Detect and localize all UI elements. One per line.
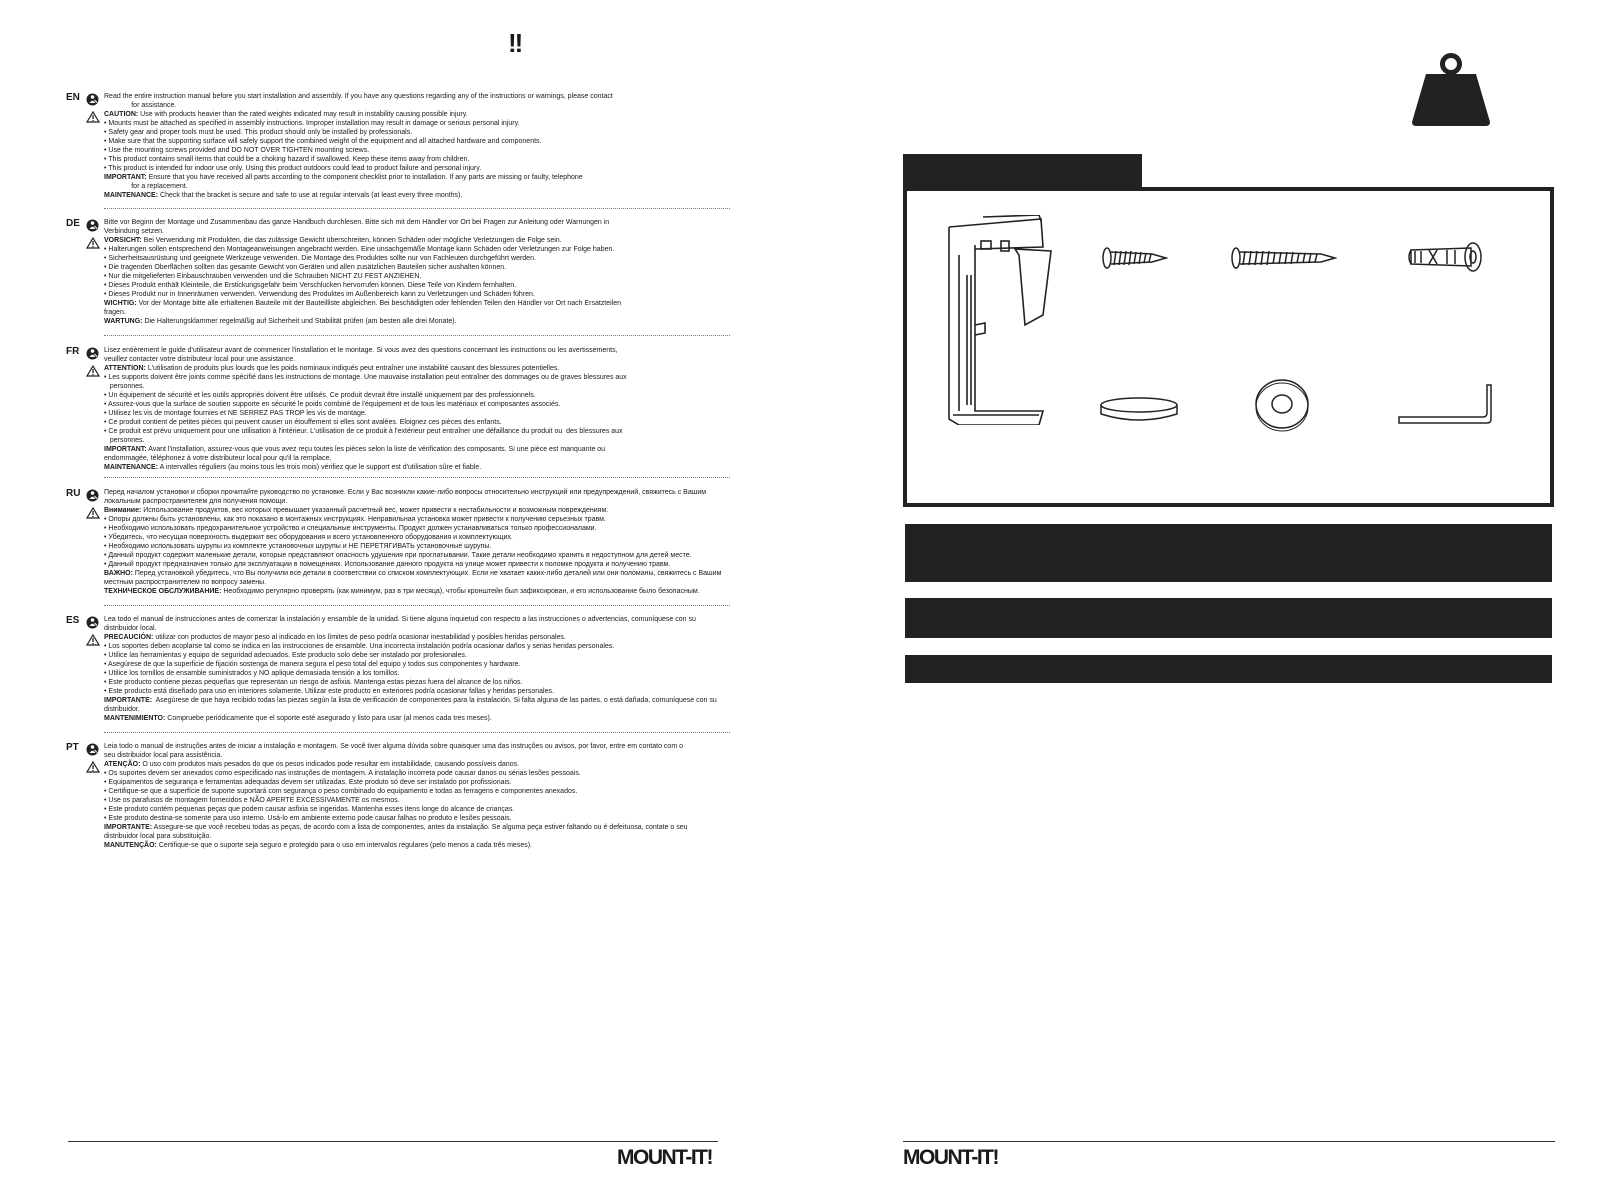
warning-triangle-icon	[86, 110, 100, 122]
section-separator	[104, 335, 730, 336]
text-line: ТЕХНИЧЕСКОЕ ОБСЛУЖИВАНИЕ: Необходимо регулярно проверять (как минимум, раз в три месяца), чтобы кронштейн был зафиксирован, и его использование было безопасным.	[104, 588, 700, 595]
text-line: • Un équipement de sécurité et les outils appropriés doivent être utilisés. Ce produit devrait être installé uniquement par des professionnels.	[104, 392, 536, 399]
text-line: MANTENIMIENTO: Compruebe periódicamente que el soporte esté asegurado y listo para usar (al menos cada tres meses).	[104, 715, 492, 722]
line-label: PRECAUCIÓN:	[104, 634, 154, 641]
warning-triangle-icon	[86, 760, 100, 772]
section-separator	[104, 208, 730, 209]
brand-logo-right: MOUNT-IT!	[903, 1146, 998, 1169]
text-line: • This product contains small items that could be a choking hazard if swallowed. Keep these items away from children.	[104, 156, 470, 163]
text-line: • Les supports doivent être joints comme spécifié dans les instructions de montage. Une mauvaise installation peut entraîner des dommages ou de graves blessures aux	[104, 374, 627, 381]
text-line: Lea todo el manual de instrucciones antes de comenzar la instalación y ensamble de la unidad. Si tiene alguna inquietud con respecto a las instrucciones o advertencias, comuníquese con su	[104, 616, 696, 623]
language-code: RU	[66, 488, 81, 499]
text-line: fragen.	[104, 309, 126, 316]
text-line: • Use the mounting screws provided and DO NOT OVER TIGHTEN mounting screws.	[104, 147, 370, 154]
text-line: • Sicherheitsausrüstung und geeignete Werkzeuge verwenden. Die Montage des Produktes sollte nur von Fachleuten durchgeführt werden.	[104, 255, 536, 262]
line-label: IMPORTANT:	[104, 446, 147, 453]
text-line: ВАЖНО: Перед установкой убедитесь, что Вы получили все детали в соответствии со списком комплектующих. Если не хватает каких-либо деталей или они поломаны, свяжитесь с Вашим	[104, 570, 722, 577]
read-manual-icon	[86, 489, 99, 502]
text-line: • This product is intended for indoor use only. Using this product outdoors could lead to product failure and personal injury.	[104, 165, 482, 172]
warning-mark: !!	[508, 28, 522, 58]
language-code: FR	[66, 346, 80, 357]
section-text	[104, 488, 730, 596]
line-label: MAINTENANCE:	[104, 464, 159, 471]
line-label: MANTENIMIENTO:	[104, 715, 166, 722]
footer-rule-right	[903, 1141, 1555, 1142]
info-bar-1	[905, 524, 1552, 582]
text-line: Lisez entièrement le guide d'utilisateur avant de commencer l'installation et le montage. Si vous avez des questions concernant les instructions ou les avertissements,	[104, 347, 618, 354]
line-label: IMPORTANT:	[104, 174, 147, 181]
text-line: ATENÇÃO: O uso com produtos mais pesados do que os pesos indicados pode resultar em instabilidade, causando possíveis danos.	[104, 761, 520, 768]
text-line: MANUTENÇÃO: Certifique-se que o suporte seja seguro e protegido para o uso em intervalos regulares (pelo menos a cada três meses).	[104, 842, 532, 849]
text-line: MAINTENANCE: Check that the bracket is secure and safe to use at regular intervals (at least every three months).	[104, 192, 463, 199]
text-line: • Certifique-se que a superfície de suporte suportará com segurança o peso combinado do equipamento e todas as ferragens e componentes anexados.	[104, 788, 578, 795]
cpu-holder-bracket-icon	[943, 215, 1055, 425]
warning-triangle-icon	[86, 364, 100, 376]
section-text	[104, 742, 730, 850]
short-wood-screw-icon	[1102, 246, 1168, 270]
text-line: Внимание: Использование продуктов, вес которых превышает указанный расчетный вес, может привести к нестабильности и возможным повреждениям.	[104, 507, 609, 514]
flat-washer-icon	[1252, 376, 1312, 436]
warning-triangle-icon	[86, 236, 100, 248]
section-text	[104, 615, 730, 723]
language-code: EN	[66, 92, 80, 103]
text-line: • Este producto contiene piezas pequeñas que representan un riesgo de asfixia. Mantenga estas piezas fuera del alcance de los niños.	[104, 679, 523, 686]
text-line: IMPORTANTE: Asegúrese de que haya recibido todas las piezas según la lista de verificación de componentes para la instalación. Si falta alguna de las partes, o está dañada, comuníquese con su	[104, 697, 717, 704]
text-line: WARTUNG: Die Halterungsklammer regelmäßig auf Sicherheit und Stabilität prüfen (am besten alle drei Monate).	[104, 318, 457, 325]
text-line: местным распространителем по вопросу замены.	[104, 579, 267, 586]
read-manual-icon	[86, 93, 99, 106]
read-manual-icon	[86, 743, 99, 756]
text-line: • Asegúrese de que la superficie de fijación sostenga de manera segura el peso total del equipo y todos sus componentes y hardware.	[104, 661, 521, 668]
text-line: • Los soportes deben acoplarse tal como se indica en las instrucciones de ensamble. Una incorrecta instalación podría ocasionar daños y serias heridas personales.	[104, 643, 615, 650]
line-label: MAINTENANCE:	[104, 192, 159, 199]
wall-anchor-icon	[1407, 241, 1487, 273]
read-manual-icon	[86, 347, 99, 360]
text-line: • Необходимо использовать шурупы из комплекте установочных шурупы и НЕ ПЕРЕТЯГИВАТЬ установочные шурупы.	[104, 543, 492, 550]
text-line: MAINTENANCE: A intervalles réguliers (au moins tous les trois mois) vérifiez que le support est d'utilisation sûre et fiable.	[104, 464, 482, 471]
section-separator	[104, 477, 730, 478]
line-label: CAUTION:	[104, 111, 139, 118]
text-line: CAUTION: Use with products heavier than the rated weights indicated may result in instability causing possible injury.	[104, 111, 468, 118]
line-label: VORSICHT:	[104, 237, 142, 244]
text-line: for a replacement.	[104, 183, 188, 190]
info-bar-3	[905, 655, 1552, 683]
text-line: Leia todo o manual de instruções antes de iniciar a instalação e montagem. Se você tiver alguma dúvida sobre quaisquer uma das instruções ou avisos, por favor, entre em contato com o	[104, 743, 683, 750]
text-line: • Utilice las herramientas y equipo de seguridad adecuados. Este producto solo debe ser instalado por profesionales.	[104, 652, 467, 659]
line-label: WARTUNG:	[104, 318, 143, 325]
text-line: • Ce produit est prévu uniquement pour une utilisation à l'intérieur. L'utilisation de ce produit à l'extérieur peut entraîner une défaillance du produit ou des blessures aux	[104, 428, 623, 435]
text-line: • Опоры должны быть установлены, как это показано в монтажных инструкциях. Неправильная установка может привести к получению серьезных травм.	[104, 516, 606, 523]
round-pad-icon	[1099, 396, 1179, 424]
line-label: ТЕХНИЧЕСКОЕ ОБСЛУЖИВАНИЕ:	[104, 588, 222, 595]
text-line: • Ce produit contient de petites pièces qui peuvent causer un étouffement si elles sont avalées. Eloignez ces pièces des enfants.	[104, 419, 502, 426]
line-label: Внимание:	[104, 507, 142, 514]
text-line: • Os suportes devem ser anexados como especificado nas instruções de montagem. A instalação incorreta pode causar danos ou sérias lesões pessoais.	[104, 770, 581, 777]
line-label: IMPORTANTE:	[104, 697, 153, 704]
read-manual-icon	[86, 616, 99, 629]
text-line: distribuidor local para substituição.	[104, 833, 212, 840]
parts-box-tab	[903, 154, 1142, 187]
line-label: IMPORTANTE:	[104, 824, 153, 831]
section-text	[104, 346, 730, 472]
text-line: • Safety gear and proper tools must be used. This product should only be installed by professionals.	[104, 129, 413, 136]
long-wood-screw-icon	[1231, 246, 1337, 270]
text-line: PRECAUCIÓN: utilizar con productos de mayor peso al indicado en los límites de peso podría ocasionar inestabilidad y posibles heridas personales.	[104, 634, 566, 641]
text-line: distribuidor.	[104, 706, 140, 713]
text-line: ATTENTION: L'utilisation de produits plus lourds que les poids nominaux indiqués peut entraîner une instabilité causant des blessures potentielles.	[104, 365, 560, 372]
footer-rule-left	[68, 1141, 718, 1142]
text-line: • Halterungen sollen entsprechend den Montageanweisungen angebracht werden. Eine unsachgemäße Montage kann Schäden oder Verletzungen zur Folge haben.	[104, 246, 615, 253]
text-line: • Este producto está diseñado para uso en interiores solamente. Utilizar este producto en exteriores podría ocasionar fallas y heridas personales.	[104, 688, 554, 695]
info-bar-2	[905, 598, 1552, 638]
line-label: ATENÇÃO:	[104, 761, 141, 768]
text-line: • Equipamentos de segurança e ferramentas adequadas devem ser utilizadas. Este produto só deve ser instalado por profissionais.	[104, 779, 512, 786]
line-label: ATTENTION:	[104, 365, 146, 372]
section-separator	[104, 605, 730, 606]
text-line: • Este produto destina-se somente para uso interno. Usá-lo em ambiente externo pode causar falhas no produto e lesões pessoais.	[104, 815, 512, 822]
text-line: Перед началом установки и сборки прочитайте руководство по установке. Если у Вас возникли какие-либо вопросы относительно инструкций или предупреждений, свяжитесь с Вашим	[104, 489, 707, 496]
language-code: PT	[66, 742, 79, 753]
text-line: • Данный продукт содержит маленькие детали, которые представляют опасность удушения при проглатывании. Такие детали необходимо хранить в недоступном для детей месте.	[104, 552, 692, 559]
text-line: • Este produto contém pequenas peças que podem causar asfixia se ingeridas. Mantenha esses itens longe do alcance de crianças.	[104, 806, 515, 813]
text-line: endommagée, téléphonez à votre distributeur local pour qu'il la remplace.	[104, 455, 332, 462]
text-line: • Dieses Produkt enthält Kleinteile, die Erstickungsgefahr beim Verschlucken hervorrufen können. Diese Teile von Kindern fernhalten.	[104, 282, 517, 289]
hex-key-icon	[1397, 381, 1493, 427]
section-separator	[104, 732, 730, 733]
text-line: • Nur die mitgelieferten Einbauschrauben verwenden und die Schrauben NICHT ZU FEST ANZIEHEN.	[104, 273, 422, 280]
weight-icon	[1410, 52, 1492, 128]
text-line: • Die tragenden Oberflächen sollten das gesamte Gewicht von Geräten und allen zusätzlichen Bauteilen sicher aushalten können.	[104, 264, 507, 271]
text-line: seu distribuidor local para assistência.	[104, 752, 223, 759]
text-line: personnes.	[104, 437, 145, 444]
text-line: локальным распространителем для получения помощи.	[104, 498, 288, 505]
line-label: ВАЖНО:	[104, 570, 133, 577]
text-line: Bitte vor Beginn der Montage und Zusammenbau das ganze Handbuch durchlesen. Bitte sich mit dem Händler vor Ort bei Fragen zur Anleitung oder Warnungen in	[104, 219, 610, 226]
text-line: • Utilice los tornillos de ensamble suministrados y NO aplique demasiada tensión a los tornillos.	[104, 670, 400, 677]
text-line: Verbindung setzen.	[104, 228, 164, 235]
text-line: • Убедитесь, что несущая поверхность выдержит вес оборудования и всего установленного оборудования и комплектующих.	[104, 534, 513, 541]
language-code: DE	[66, 218, 80, 229]
text-line: IMPORTANT: Avant l'installation, assurez-vous que vous avez reçu toutes les pièces selon la liste de vérification des composants. Si une pièce est manquante ou	[104, 446, 606, 453]
text-line: veuillez contacter votre distributeur local pour une assistance.	[104, 356, 296, 363]
section-text	[104, 218, 730, 326]
parts-box	[903, 187, 1554, 507]
text-line: • Данный продукт предназначен только для эксплуатации в помещениях. Использование данного продукта на улице может привести к поломке продукта и получению травм.	[104, 561, 671, 568]
line-label: WICHTIG:	[104, 300, 137, 307]
text-line: • Dieses Produkt nur in Innenräumen verwenden. Verwendung des Produktes im Außenbereich kann zu Verletzungen und Schäden führen.	[104, 291, 535, 298]
text-line: • Mounts must be attached as specified in assembly instructions. Improper installation may result in damage or serious personal injury.	[104, 120, 520, 127]
text-line: IMPORTANT: Ensure that you have received all parts according to the component checklist prior to installation. If any parts are missing or faulty, telephone	[104, 174, 583, 181]
text-line: WICHTIG: Vor der Montage bitte alle erhaltenen Bauteile mit der Bauteilliste abgleichen. Bei beschädigten oder fehlenden Teilen den Händler vor Ort nach Ersatzteilen	[104, 300, 622, 307]
text-line: • Make sure that the supporting surface will safely support the combined weight of the equipment and all attached hardware and components.	[104, 138, 542, 145]
text-line: • Assurez-vous que la surface de soutien supporte en sécurité le poids combiné de l'équipement et de tous les matériaux et composantes associés.	[104, 401, 561, 408]
text-line: • Use os parafusos de montagem fornecidos e NÃO APERTE EXCESSIVAMENTE os mesmos.	[104, 797, 400, 804]
read-manual-icon	[86, 219, 99, 232]
text-line: • Utilisez les vis de montage fournies et NE SERREZ PAS TROP les vis de montage.	[104, 410, 367, 417]
brand-logo-left: MOUNT-IT!	[617, 1146, 712, 1169]
language-code: ES	[66, 615, 80, 626]
line-label: MANUTENÇÃO:	[104, 842, 157, 849]
text-line: for assistance.	[104, 102, 177, 109]
text-line: IMPORTANTE: Assegure-se que você recebeu todas as peças, de acordo com a lista de componentes, antes da instalação. Se alguma peça estiver faltando ou é defeituosa, contate o seu	[104, 824, 688, 831]
text-line: Read the entire instruction manual before you start installation and assembly. If you have any questions regarding any of the instructions or warnings, please contact	[104, 93, 613, 100]
text-line: • Необходимо использовать предохранительное устройство и специальные инструменты. Продукт должен устанавливаться только профессионалами.	[104, 525, 597, 532]
text-line: VORSICHT: Bei Verwendung mit Produkten, die das zulässige Gewicht überschreiten, können Schäden oder mögliche Verletzungen die Folge sein.	[104, 237, 562, 244]
text-line: personnes.	[104, 383, 145, 390]
section-text	[104, 92, 730, 200]
warning-triangle-icon	[86, 506, 100, 518]
warning-triangle-icon	[86, 633, 100, 645]
text-line: distribuidor local.	[104, 625, 157, 632]
